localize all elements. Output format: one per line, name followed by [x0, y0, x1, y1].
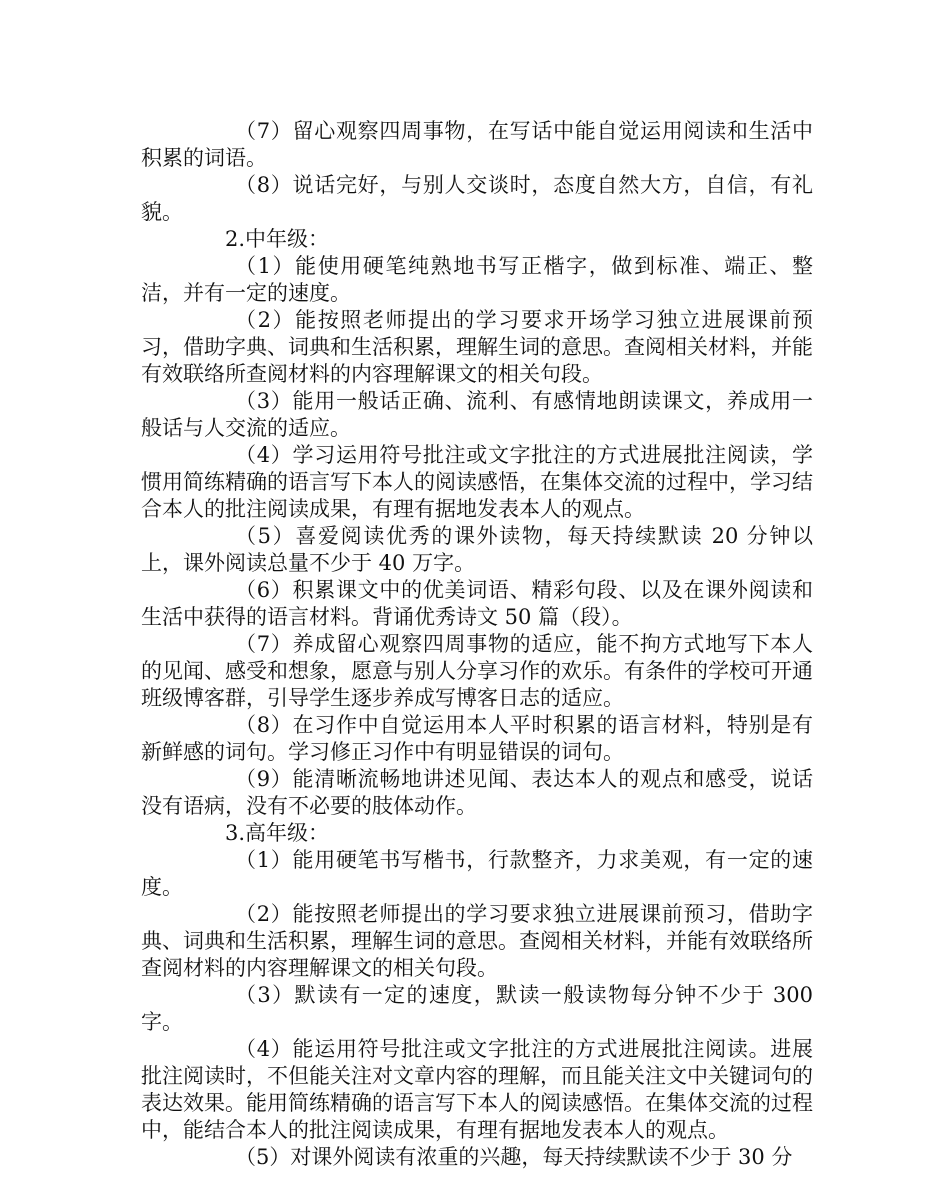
list-item: （5）喜爱阅读优秀的课外读物，每天持续默读 20 分钟以上，课外阅读总量不少于 40 万字。 [141, 524, 813, 575]
list-item: （8）在习作中自觉运用本人平时积累的语言材料，特别是有新鲜感的词句。学习修正习作中有明显错误的词句。 [141, 713, 813, 764]
list-item: （2）能按照老师提出的学习要求开场学习独立进展课前预习，借助字典、词典和生活积累，理解生词的意思。查阅相关材料，并能有效联络所查阅材料的内容理解课文的相关句段。 [141, 308, 813, 386]
section-heading-middle-grade: 2.中年级： [225, 227, 330, 251]
document-body [141, 118, 813, 1171]
list-item: （7）留心观察四周事物，在写话中能自觉运用阅读和生活中积累的词语。 [141, 119, 813, 170]
list-item: （8）说话完好，与别人交谈时，态度自然大方，自信，有礼貌。 [141, 173, 813, 224]
list-item: （1）能用硬笔书写楷书，行款整齐，力求美观，有一定的速度。 [141, 848, 813, 899]
list-item: （7）养成留心观察四周事物的适应，能不拘方式地写下本人的见闻、感受和想象，愿意与别人分享习作的欢乐。有条件的学校可开通班级博客群，引导学生逐步养成写博客日志的适应。 [141, 632, 813, 710]
list-item: （2）能按照老师提出的学习要求独立进展课前预习，借助字典、词典和生活积累，理解生词的意思。查阅相关材料，并能有效联络所查阅材料的内容理解课文的相关句段。 [141, 902, 813, 980]
list-item: （5）对课外阅读有浓重的兴趣，每天持续默读不少于 30 分 [235, 1145, 793, 1169]
list-item: （3）默读有一定的速度，默读一般读物每分钟不少于 300 字。 [141, 983, 813, 1034]
list-item: （4）能运用符号批注或文字批注的方式进展批注阅读。进展批注阅读时，不但能关注对文章内容的理解，而且能关注文中关键词句的表达效果。能用简练精确的语言写下本人的阅读感悟。在集体交流的过程中，能结合本人的批注阅读成果，有理有据地发表本人的观点。 [141, 1037, 813, 1142]
list-item: （6）积累课文中的优美词语、精彩句段、以及在课外阅读和生活中获得的语言材料。背诵优秀诗文 50 篇（段）。 [141, 578, 813, 629]
list-item: （4）学习运用符号批注或文字批注的方式进展批注阅读，学惯用简练精确的语言写下本人的阅读感悟，在集体交流的过程中，学习结合本人的批注阅读成果，有理有据地发表本人的观点。 [141, 443, 813, 521]
list-item: （1）能使用硬笔纯熟地书写正楷字，做到标准、端正、整洁，并有一定的速度。 [141, 254, 813, 305]
list-item: （9）能清晰流畅地讲述见闻、表达本人的观点和感受，说话没有语病，没有不必要的肢体动作。 [141, 767, 813, 818]
section-heading-upper-grade: 3.高年级： [225, 821, 330, 845]
list-item: （3）能用一般话正确、流利、有感情地朗读课文，养成用一般话与人交流的适应。 [141, 389, 813, 440]
